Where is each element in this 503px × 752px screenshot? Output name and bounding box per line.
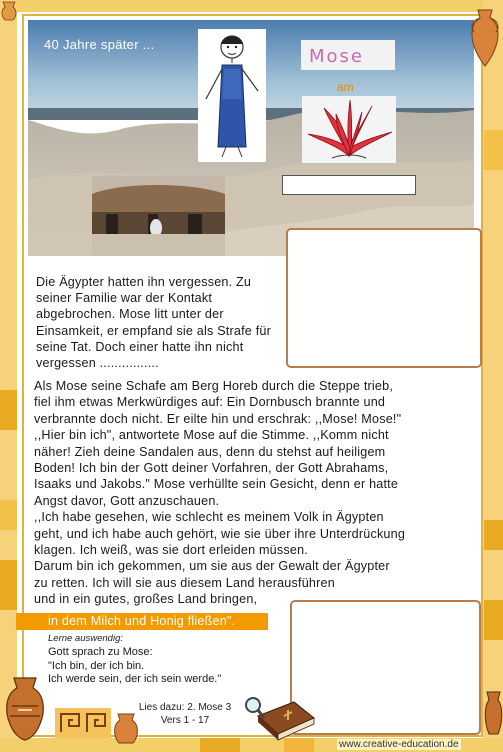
- frame-square: [0, 500, 17, 530]
- vase-icon: [112, 712, 140, 751]
- moses-figure-drawing: [198, 29, 266, 162]
- bible-reference: [128, 701, 242, 727]
- story-line: zu retten. Ich will sie aus diesem Land herausführen: [34, 575, 335, 590]
- story-line: Als Mose seine Schafe am Berg Horeb durch die Steppe trieb,: [34, 379, 394, 393]
- story-line: näher! Zieh deine Sandalen aus, denn du stehst auf heiligem: [34, 444, 386, 459]
- memory-verse-line: Ich werde sein, der ich sein werde.": [48, 673, 222, 685]
- am-label: am: [337, 80, 354, 94]
- frame-square: [0, 390, 17, 430]
- meander-tile-icon: [55, 708, 111, 743]
- story-text: [34, 378, 454, 608]
- intro-paragraph: Die Ägypter hatten ihn vergessen. Zu seiner Familie war der Kontakt abgebrochen. Mose litt unter der Einsamkeit, er empfand sie als Strafe für seine Tat. Doch einer hatte ihn nicht vergessen ................: [36, 275, 271, 371]
- story-line: Darum bin ich gekommen, um sie aus der Gewalt der Ägypter: [34, 559, 390, 574]
- story-line: ,,Ich habe gesehen, wie schlecht es meinem Volk in Ägypten: [34, 510, 384, 525]
- burning-bush-drawing: [302, 96, 396, 163]
- highlight-line: in dem Milch und Honig fließen".: [48, 614, 236, 628]
- vase-icon: [0, 0, 18, 27]
- story-line: klagen. Ich weiß, was sie dort erleiden müssen.: [34, 543, 308, 558]
- reference-line: Lies dazu: 2. Mose 3: [138, 702, 232, 713]
- story-line: verbrannte doch nicht. Er eilte hin und erschrak: ,,Mose! Mose!": [34, 411, 402, 426]
- vase-icon: [484, 690, 503, 743]
- story-line: Isaaks und Jakobs." Mose verhüllte sein Gesicht, denn er hatte: [34, 477, 399, 492]
- amphora-icon: [468, 8, 502, 73]
- frame-square: [484, 600, 503, 640]
- tent-photo: [92, 176, 225, 256]
- story-line: ,,Hier bin ich", antwortete Mose auf die Stimme. ,,Komm nicht: [34, 428, 389, 443]
- story-line: geht, und ich habe auch gehört, wie sie über ihre Unterdrückung: [34, 526, 406, 541]
- frame-top: [0, 0, 503, 12]
- mose-handwritten-text: Mose: [309, 46, 364, 67]
- footer-url[interactable]: www.creative-education.de: [339, 739, 459, 750]
- memory-verse: [48, 646, 221, 687]
- story-line: Angst davor, Gott anzuschauen.: [34, 493, 220, 508]
- memory-verse-line: "Ich bin, der ich bin.: [48, 659, 145, 672]
- story-line: fiel ihm etwas Merkwürdiges auf: Ein Dornbusch brannte und: [34, 395, 386, 410]
- hero-title: 40 Jahre später ...: [44, 37, 155, 52]
- drawing-box-top[interactable]: [286, 228, 482, 368]
- magnifier-icon: [244, 696, 266, 725]
- frame-square: [200, 738, 240, 752]
- story-line: und in ein gutes, großes Land bringen,: [34, 592, 258, 607]
- memory-verse-line: Gott sprach zu Mose:: [48, 646, 153, 658]
- frame-square: [0, 560, 17, 610]
- answer-field[interactable]: [282, 175, 416, 195]
- drawing-box-bottom[interactable]: [290, 600, 481, 735]
- frame-square: [484, 520, 503, 550]
- learn-heading: Lerne auswendig:: [48, 633, 123, 644]
- reference-line: Vers 1 - 17: [160, 715, 210, 726]
- amphora-icon: [0, 676, 50, 747]
- mose-label-drawing: [301, 40, 395, 70]
- frame-left: [0, 0, 17, 752]
- story-line: Boden! Ich bin der Gott deiner Vorfahren, der Gott Abrahams,: [34, 461, 389, 476]
- frame-square: [484, 130, 503, 170]
